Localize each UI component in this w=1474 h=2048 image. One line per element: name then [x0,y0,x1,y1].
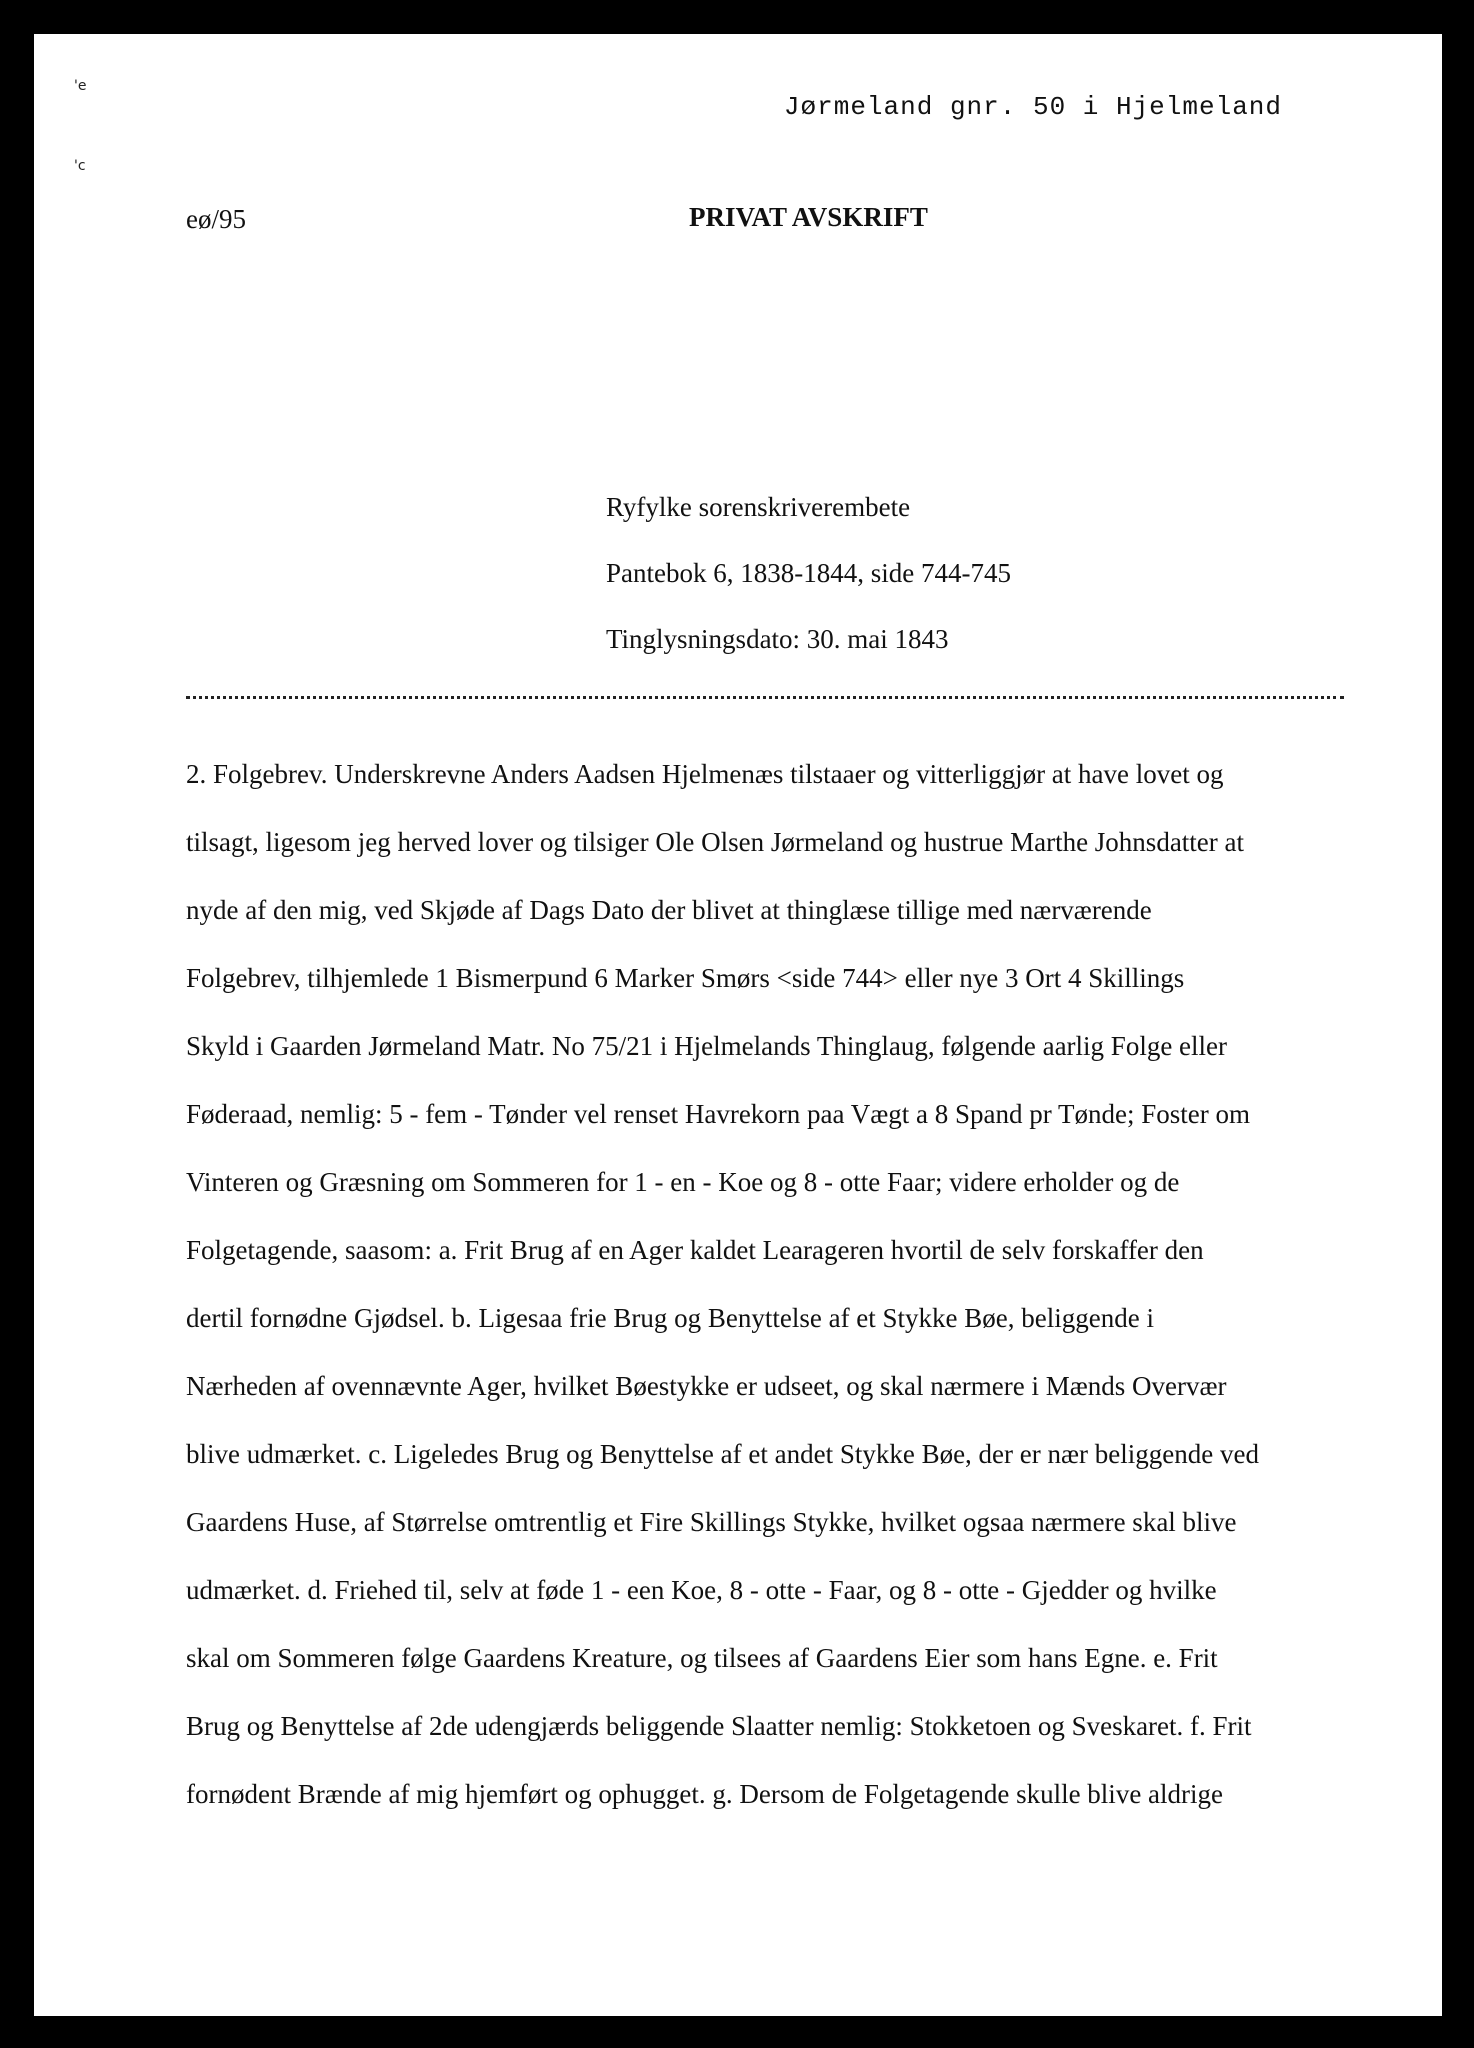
body-line: Gaardens Huse, af Størrelse omtrentlig et Fire Skillings Stykke, hvilket ogsaa nærmere skal blive [186,1507,1237,1537]
transcription-body [186,740,1356,1828]
body-line: fornødent Brænde af mig hjemført og ophugget. g. Dersom de Folgetagende skulle blive aldrige [186,1779,1224,1809]
document-code: eø/95 [186,204,246,234]
source-book: Pantebok 6, 1838-1844, side 744-745 [606,558,1011,588]
body-line: Folgebrev, tilhjemlede 1 Bismerpund 6 Marker Smørs <side 744> eller nye 3 Ort 4 Skillings [186,963,1185,993]
body-line: skal om Sommeren følge Gaardens Kreature, og tilsees af Gaardens Eier som hans Egne. e. Frit [186,1643,1218,1673]
margin-mark-1: 'e [74,78,87,94]
body-line: tilsagt, ligesom jeg herved lover og tilsiger Ole Olsen Jørmeland og hustrue Marthe Johnsdatter at [186,827,1245,857]
registration-date: Tinglysningsdato: 30. mai 1843 [606,624,949,654]
body-line: Vinteren og Græsning om Sommeren for 1 - en - Koe og 8 - otte Faar; videre erholder og de [186,1167,1180,1197]
body-line: Føderaad, nemlig: 5 - fem - Tønder vel renset Havrekorn paa Vægt a 8 Spand pr Tønde; Foster om [186,1099,1250,1129]
document-title: PRIVAT AVSKRIFT [689,202,928,232]
body-line: 2. Folgebrev. Underskrevne Anders Aadsen Hjelmenæs tilstaaer og vitterliggjør at have lovet og [186,759,1224,789]
body-line: Folgetagende, saasom: a. Frit Brug af en Ager kaldet Learageren hvortil de selv forskaffer den [186,1235,1204,1265]
margin-mark-2: 'c [74,158,86,174]
body-line: dertil fornødne Gjødsel. b. Ligesaa frie Brug og Benyttelse af et Stykke Bøe, beliggende i [186,1303,1154,1333]
body-line: udmærket. d. Friehed til, selv at føde 1 - een Koe, 8 - otte - Faar, og 8 - otte - Gjedder og hvilke [186,1575,1217,1605]
document-page [34,34,1442,2016]
body-line: Brug og Benyttelse af 2de udengjærds beliggende Slaatter nemlig: Stokketoen og Sveskaret. f. Frit [186,1711,1252,1741]
body-line: nyde af den mig, ved Skjøde af Dags Dato der blivet at thinglæse tillige med nærværende [186,895,1152,925]
source-block [606,474,1011,672]
body-line: Skyld i Gaarden Jørmeland Matr. No 75/21 i Hjelmelands Thinglaug, følgende aarlig Folge eller [186,1031,1228,1061]
property-reference: Jørmeland gnr. 50 i Hjelmeland [783,92,1282,122]
source-office: Ryfylke sorenskriverembete [606,492,911,522]
dotted-separator [186,696,1344,699]
body-line: blive udmærket. c. Ligeledes Brug og Benyttelse af et andet Stykke Bøe, der er nær beliggende ved [186,1439,1259,1469]
body-line: Nærheden af ovennævnte Ager, hvilket Bøestykke er udseet, og skal nærmere i Mænds Overvær [186,1371,1227,1401]
